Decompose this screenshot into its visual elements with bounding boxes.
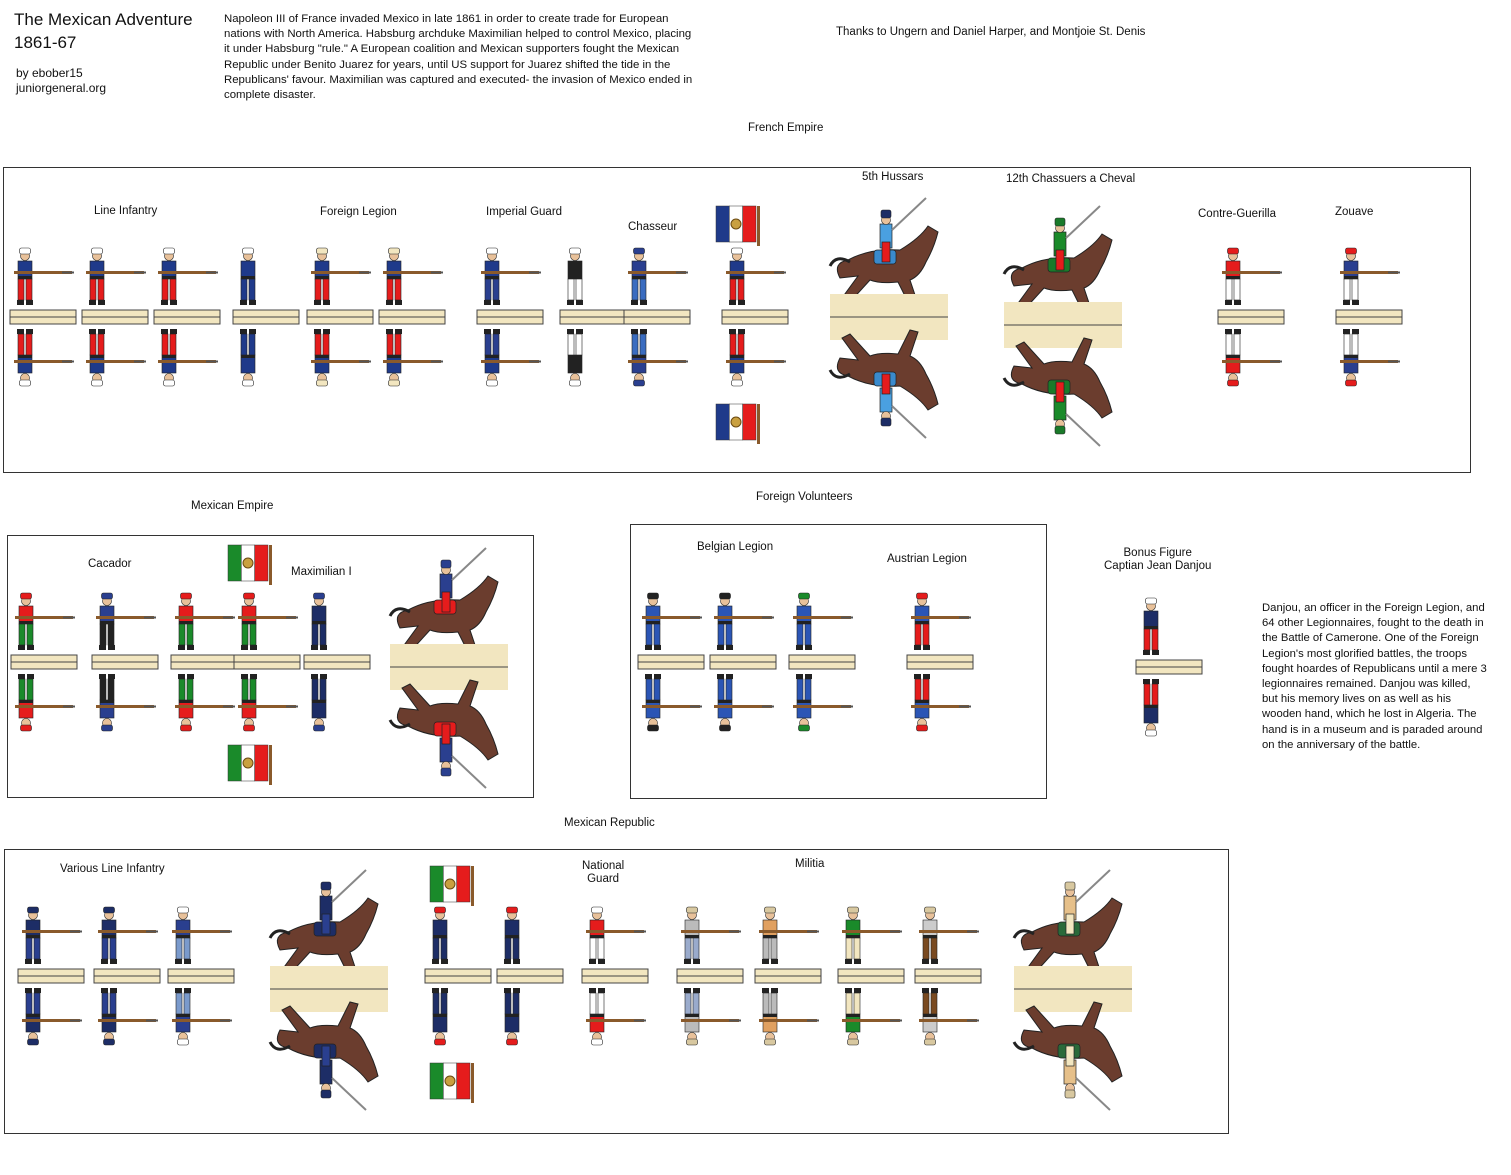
section-title-mexican-republic: Mexican Republic [564,817,655,829]
bonus-figure-title [1104,547,1211,573]
cavalry-republic-militia [1010,862,1140,1122]
national-line-1: National [582,860,625,872]
section-title-foreign-volunteers: Foreign Volunteers [756,491,853,503]
cavalry-12th-chasseurs [1000,198,1130,458]
unit-label-foreign-legion: Foreign Legion [320,206,397,218]
figure-french-line-1 [82,247,148,397]
figure-republic-repubO-3 [425,906,491,1056]
title-line-2: 1861-67 [14,33,77,52]
unit-label-5th-hussars: 5th Hussars [862,171,924,183]
flag-french-top [716,206,760,246]
unit-label-zouave: Zouave [1335,206,1374,218]
figure-mexican-empire-cacG-0 [11,592,77,742]
unit-label-cacador: Cacador [88,558,132,570]
thanks-text: Thanks to Ungern and Daniel Harper, and Montjoie St. Denis [836,26,1146,38]
figure-volunteer-aust-3 [907,592,973,742]
figure-french-zouave-11 [1336,247,1402,397]
figure-french-legion-5 [379,247,445,397]
cavalry-5th-hussars [826,190,956,450]
bonus-line-2: Captian Jean Danjou [1104,560,1212,572]
unit-label-12th-chasseurs: 12th Chassuers a Cheval [1006,173,1136,185]
figure-mexican-empire-cacB-1 [92,592,158,742]
byline [16,66,106,96]
unit-label-chasseur: Chasseur [628,221,678,233]
site-link[interactable]: juniorgeneral.org [16,81,107,95]
unit-label-line-infantry: Line Infantry [94,205,158,217]
figure-republic-milW-9 [915,906,981,1056]
unit-label-imperial-guard: Imperial Guard [486,206,563,218]
danjou-notes: Danjou, an officer in the Foreign Legion, and 64 other Legionnaires, fought to the death in the Battle of Camerone. One of the Foreign Legion's most glorified battles, the troops fought hoardes of Republicans until a mere 3 legionnaires remained. Danjou was killed, but his memory lives on as well as his wooden hand, which he lost in Algeria. The hand is in a museum and is paraded around on the anniversary of the battle. [1262,602,1487,751]
figure-french-officer-3 [233,247,299,397]
figure-republic-repub-0 [18,906,84,1056]
intro-text: Napoleon III of France invaded Mexico in late 1861 in order to create trade for European nations with North America. Habsburg archduke Maximilian helped to control Mexico, placing it under Habsburg "rule." A European coalition and Mexican supporters fought the Mexican Republic under Benito Juarez for years, until US support for Juarez shifted the tide in the Republicans' favour. Maximilian was captured and executed- the invasion of Mexico ended in complete disaster. [224,13,693,102]
figure-french-line-0 [10,247,76,397]
unit-label-various-line-infantry: Various Line Infantry [60,863,165,875]
author: by ebober15 [16,66,83,80]
flag-french-bottom [716,404,760,444]
unit-label-belgian-legion: Belgian Legion [697,541,774,553]
figure-republic-milT-7 [755,906,821,1056]
figure-mexican-empire-cacR-3 [234,592,300,742]
figure-republic-natg-5 [582,906,648,1056]
figure-republic-milGr-8 [838,906,904,1056]
unit-label-austrian-legion: Austrian Legion [887,553,967,565]
figure-french-guardB-7 [560,247,626,397]
figure-french-line-2 [154,247,220,397]
figure-french-chass-8 [624,247,690,397]
cavalry-mexican-empire [386,540,516,800]
flag-mexican-empire-top [228,545,272,585]
figure-french-contre-10 [1218,247,1284,397]
figure-republic-repubL-2 [168,906,234,1056]
figure-volunteer-belg-1 [710,592,776,742]
figure-french-guard-6 [477,247,543,397]
figure-french-line-9 [722,247,788,397]
cavalry-republic-line [266,862,396,1122]
figure-mexican-empire-maxi-4 [304,592,370,742]
figure-mexican-empire-cacR-2 [171,592,237,742]
flag-mexican-empire-bottom [228,745,272,785]
section-title-french-empire: French Empire [748,122,824,134]
figure-volunteer-belg-0 [638,592,704,742]
figure-republic-repub-1 [94,906,160,1056]
bonus-line-1: Bonus Figure [1123,547,1192,559]
figure-republic-milG-6 [677,906,743,1056]
page-title [14,8,193,54]
national-line-2: Guard [587,873,620,885]
figure-republic-repubO-4 [497,906,563,1056]
flag-republic-bottom [430,1063,474,1103]
figure-french-legion-4 [307,247,373,397]
unit-label-contre-guerilla: Contre-Guerilla [1198,208,1276,220]
figure-danjou [1136,597,1202,747]
unit-label-maximilian: Maximilian I [291,566,352,578]
unit-label-national-guard [582,860,624,886]
figure-volunteer-belgG-2 [789,592,855,742]
title-line-1: The Mexican Adventure [14,10,193,29]
unit-label-militia: Militia [795,858,825,870]
flag-republic-top [430,866,474,906]
section-title-mexican-empire: Mexican Empire [191,500,274,512]
